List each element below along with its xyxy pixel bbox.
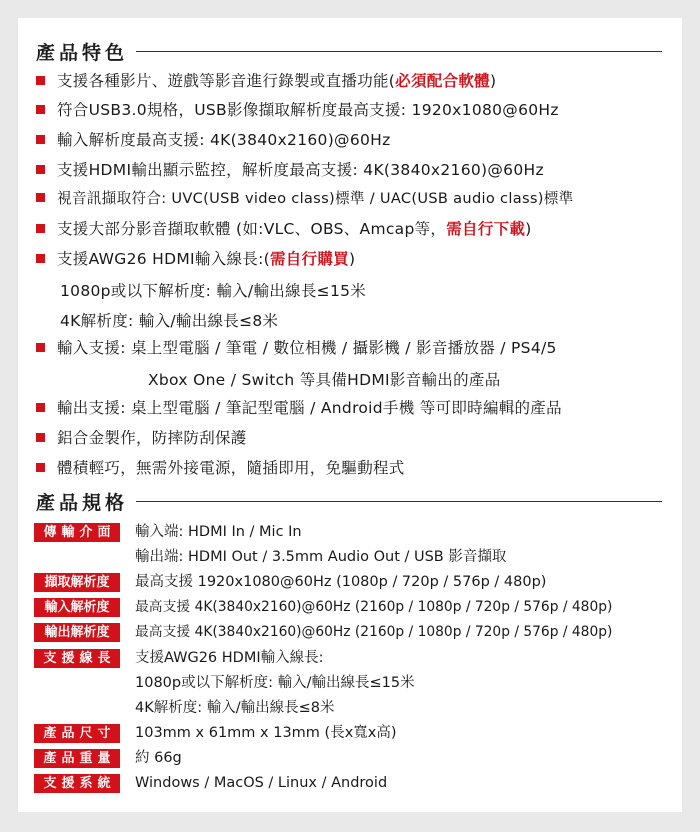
features-title: 產品特色 — [36, 42, 129, 64]
spec-label-input-resolution: 輸入解析度 — [34, 598, 120, 617]
feature-item — [36, 189, 574, 209]
bullet-icon — [36, 433, 45, 442]
feature-text: 鋁合金製作，防摔防刮保護 — [57, 429, 247, 447]
spec-value: 最高支援 4K(3840x2160)@60Hz (2160p / 1080p / 720p / 576p / 480p) — [135, 599, 613, 615]
feature-tail: ) — [525, 220, 532, 238]
feature-item — [36, 338, 557, 358]
feature-subline: 1080p或以下解析度: 輸入/輸出線長≤15米 — [60, 282, 367, 300]
feature-item — [36, 71, 496, 91]
bullet-icon — [36, 343, 45, 352]
product-sheet — [18, 18, 682, 812]
bullet-icon — [36, 135, 45, 144]
feature-tail: ) — [348, 250, 356, 268]
feature-item — [36, 219, 532, 239]
spec-value: 最高支援 1920x1080@60Hz (1080p / 720p / 576p / 480p) — [135, 574, 547, 590]
bullet-icon — [36, 463, 45, 472]
spec-value: 1080p或以下解析度: 輸入/輸出線長≤15米 — [135, 675, 415, 691]
spec-value: 最高支援 4K(3840x2160)@60Hz (2160p / 1080p / 720p / 576p / 480p) — [135, 624, 613, 640]
feature-text: 支援AWG26 HDMI輸入線長:( — [57, 250, 270, 268]
feature-text: 輸入解析度最高支援: 4K(3840x2160)@60Hz — [57, 131, 391, 149]
feature-text: 輸入支援: 桌上型電腦 / 筆電 / 數位相機 / 攝影機 / 影音播放器 / PS4/5 — [57, 339, 557, 357]
spec-value: 支援AWG26 HDMI輸入線長: — [135, 650, 324, 666]
bullet-icon — [36, 224, 45, 233]
feature-item — [36, 398, 562, 418]
spec-label-weight: 產品重量 — [34, 749, 120, 768]
feature-text: 支援HDMI輸出顯示監控，解析度最高支援: 4K(3840x2160)@60Hz — [57, 161, 544, 179]
features-divider — [136, 51, 662, 52]
feature-tail: ) — [489, 72, 497, 90]
spec-label-cable-length: 支援線長 — [34, 649, 120, 668]
feature-text: 支援各種影片、遊戲等影音進行錄製或直播功能( — [57, 72, 396, 90]
bullet-icon — [36, 105, 45, 114]
feature-text: 體積輕巧，無需外接電源，隨插即用，免驅動程式 — [57, 459, 405, 477]
feature-item — [36, 428, 247, 448]
feature-subline: 4K解析度: 輸入/輸出線長≤8米 — [60, 312, 279, 330]
feature-subline: Xbox One / Switch 等具備HDMI影音輸出的產品 — [148, 371, 501, 389]
specs-title: 產品規格 — [36, 492, 129, 514]
specs-divider — [136, 501, 662, 502]
spec-label-size: 產品尺寸 — [34, 724, 120, 743]
feature-item — [36, 130, 391, 150]
feature-item — [36, 458, 405, 478]
feature-item — [36, 249, 355, 269]
feature-item — [36, 160, 544, 180]
spec-label-os: 支援系統 — [34, 774, 120, 793]
spec-value: 103mm x 61mm x 13mm (長x寬x高) — [135, 725, 397, 741]
feature-text: 符合USB3.0規格，USB影像擷取解析度最高支援: 1920x1080@60Hz — [57, 101, 559, 119]
feature-item — [36, 100, 559, 120]
bullet-icon — [36, 165, 45, 174]
feature-highlight: 需自行下載 — [446, 220, 526, 238]
feature-text: 視音訊擷取符合: UVC(USB video class)標準 / UAC(USB audio class)標準 — [57, 190, 574, 207]
feature-text: 輸出支援: 桌上型電腦 / 筆記型電腦 / Android手機 等可即時編輯的產品 — [57, 399, 562, 417]
spec-label-interface: 傳輸介面 — [34, 523, 120, 542]
spec-value: 約 66g — [135, 750, 182, 766]
bullet-icon — [36, 254, 45, 263]
spec-label-output-resolution: 輸出解析度 — [34, 623, 120, 642]
spec-value: 輸入端: HDMI In / Mic In — [135, 524, 302, 540]
features-header — [36, 38, 662, 65]
spec-value: Windows / MacOS / Linux / Android — [135, 775, 388, 791]
spec-label-capture-resolution: 擷取解析度 — [34, 573, 120, 592]
specs-header — [36, 488, 662, 515]
bullet-icon — [36, 76, 45, 85]
bullet-icon — [36, 193, 45, 202]
feature-text: 支援大部分影音擷取軟體 (如:VLC、OBS、Amcap等， — [57, 220, 447, 238]
feature-highlight: 必須配合軟體 — [395, 72, 490, 90]
spec-value: 輸出端: HDMI Out / 3.5mm Audio Out / USB 影音擷取 — [135, 549, 507, 565]
feature-highlight: 需自行購買 — [269, 250, 349, 268]
spec-value: 4K解析度: 輸入/輸出線長≤8米 — [135, 700, 335, 716]
bullet-icon — [36, 403, 45, 412]
